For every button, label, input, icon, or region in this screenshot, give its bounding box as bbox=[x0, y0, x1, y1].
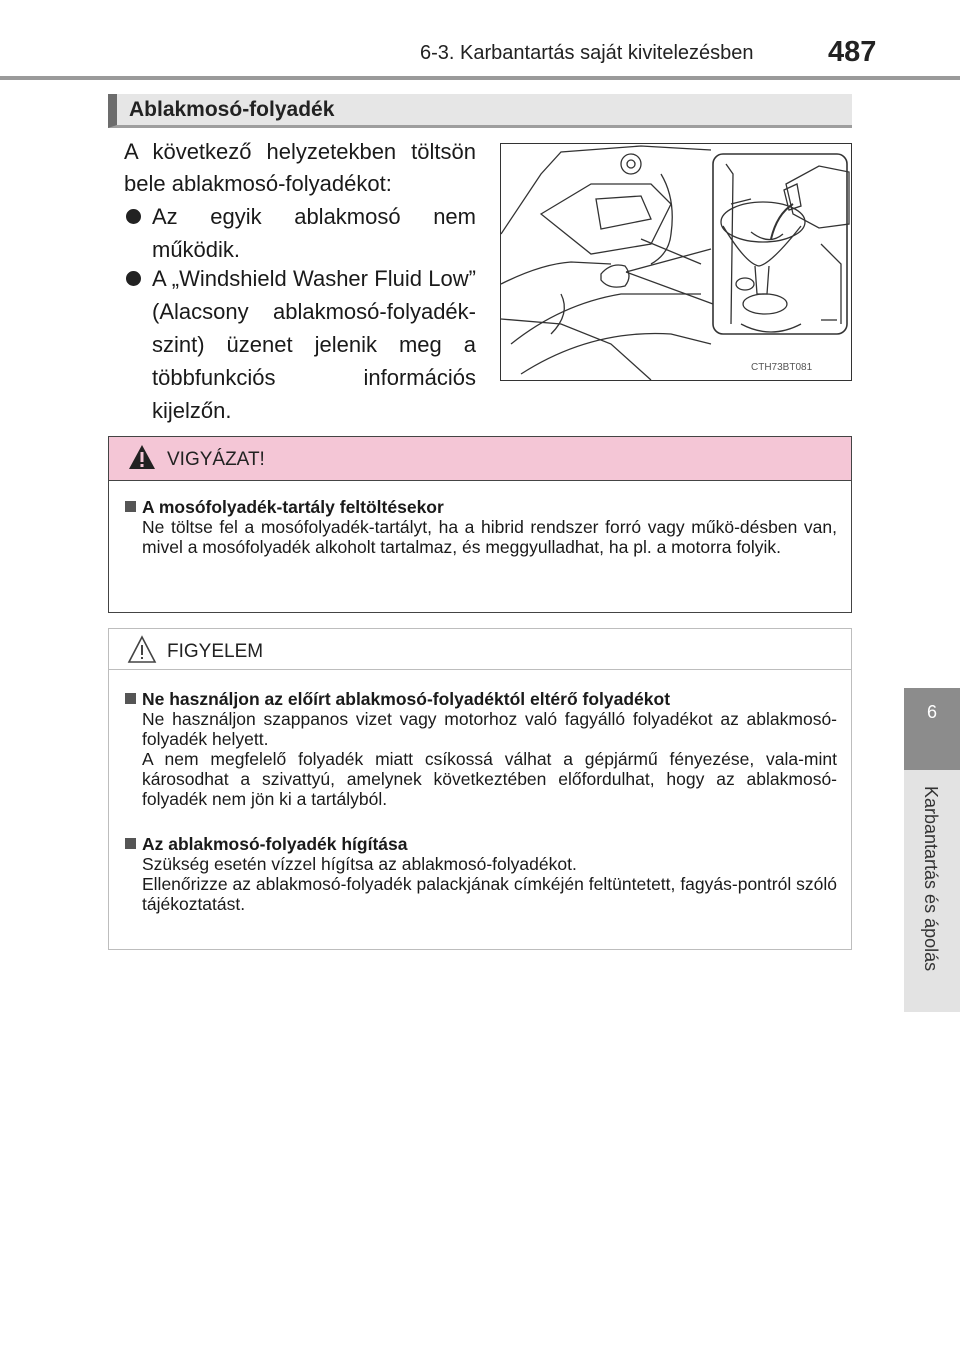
notice-item-body: A nem megfelelő folyadék miatt csíkossá válhat a gépjármű fényezése, vala-mint károsodhat a szivattyú, amelynek következtében előfordulhat, hogy az ablakmosó-folyadék nem jön ki a tartályból. bbox=[142, 749, 837, 809]
notice-item-body: Szükség esetén vízzel hígítsa az ablakmosó-folyadékot. bbox=[142, 854, 577, 874]
bullet-text: Az egyik ablakmosó nem működik. bbox=[152, 204, 476, 262]
intro-paragraph: A következő helyzetekben töltsön bele ablakmosó-folyadékot: bbox=[124, 139, 476, 196]
illustration-code: CTH73BT081 bbox=[751, 362, 813, 373]
bullet-dot-icon bbox=[126, 209, 141, 224]
chapter-number: 6 bbox=[926, 702, 937, 722]
section-heading-bar bbox=[108, 94, 852, 128]
page-number: 487 bbox=[828, 36, 877, 68]
square-bullet-icon bbox=[125, 501, 136, 512]
warning-item-title: A mosófolyadék-tartály feltöltésekor bbox=[142, 497, 444, 517]
warning-item-body: Ne töltse fel a mosófolyadék-tartályt, ha a hibrid rendszer forró vagy műkö-désben van, mivel a mosófolyadék alkoholt tartalmaz, és meggyulladhat, ha pl. a motorra folyik. bbox=[142, 517, 837, 557]
warning-label: VIGYÁZAT! bbox=[167, 449, 265, 470]
caution-triangle-icon bbox=[127, 635, 157, 665]
notice-item bbox=[125, 689, 837, 809]
header-section-title: 6-3. Karbantartás saját kivitelezésben bbox=[420, 42, 754, 64]
header-rule bbox=[0, 76, 960, 80]
notice-box bbox=[108, 628, 852, 950]
notice-item-title: Az ablakmosó-folyadék hígítása bbox=[142, 834, 408, 854]
warning-triangle-icon bbox=[127, 443, 157, 471]
chapter-tab bbox=[904, 770, 960, 1012]
notice-header bbox=[109, 629, 851, 670]
engine-bay-illustration bbox=[500, 143, 852, 381]
chapter-title: Karbantartás és ápolás bbox=[921, 786, 941, 972]
warning-box bbox=[108, 436, 852, 613]
notice-item-title: Ne használjon az előírt ablakmosó-folyadéktól eltérő folyadékot bbox=[142, 689, 671, 709]
notice-label: FIGYELEM bbox=[167, 641, 264, 662]
bullet-dot-icon bbox=[126, 271, 141, 286]
notice-item bbox=[125, 834, 837, 914]
chapter-tab-number bbox=[904, 688, 960, 770]
notice-item-body: Ne használjon szappanos vizet vagy motorhoz való fagyálló folyadékot az ablakmosó-folyadék helyett. bbox=[142, 709, 837, 749]
section-heading: Ablakmosó-folyadék bbox=[129, 98, 335, 121]
warning-header bbox=[109, 437, 851, 481]
bullet-item bbox=[124, 262, 476, 427]
square-bullet-icon bbox=[125, 693, 136, 704]
warning-item bbox=[125, 497, 837, 557]
bullet-item bbox=[124, 200, 476, 266]
square-bullet-icon bbox=[125, 838, 136, 849]
washer-refill-drawing bbox=[501, 144, 851, 380]
bullet-text: A „Windshield Washer Fluid Low” (Alacsony ablakmosó-folyadék-szint) üzenet jelenik meg a többfunkciós információs kijelzőn. bbox=[152, 266, 476, 423]
notice-item-body: Ellenőrizze az ablakmosó-folyadék palackjának címkéjén feltüntetett, fagyás-pontról szóló tájékoztatást. bbox=[142, 874, 837, 914]
